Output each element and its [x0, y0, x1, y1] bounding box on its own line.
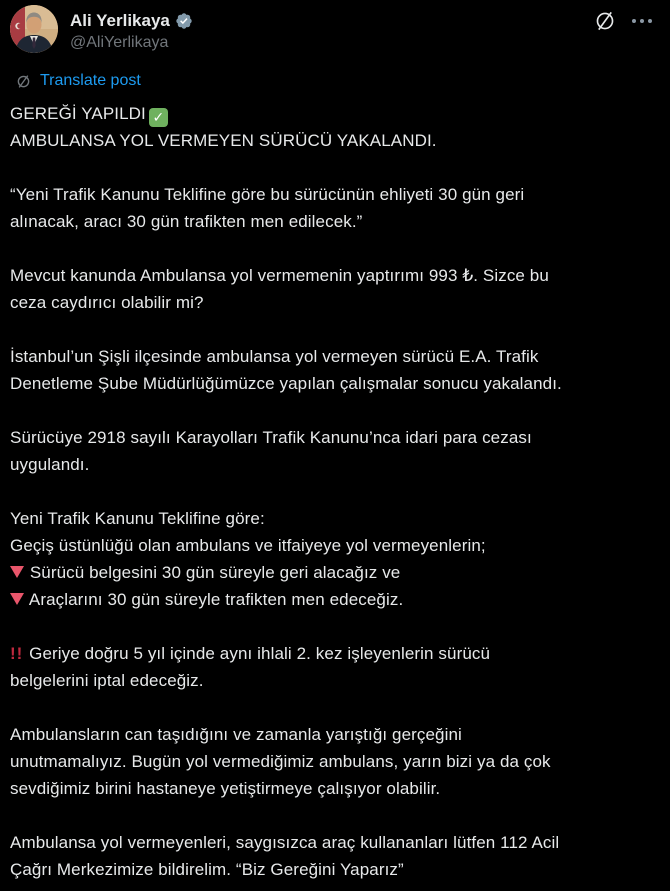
tweet-header	[0, 0, 670, 53]
check-mark-button-emoji: ✓	[149, 108, 168, 127]
user-handle: @AliYerlikaya	[70, 34, 169, 51]
avatar[interactable]	[10, 5, 58, 53]
red-triangle-down-emoji	[10, 566, 24, 578]
verified-badge-icon[interactable]	[175, 12, 193, 30]
translate-post-link[interactable]: Translate post	[40, 72, 141, 89]
post-paragraph: “Yeni Trafik Kanunu Teklifine göre bu sürücünün ehliyeti 30 gün geri alınacak, aracı 30 gün trafikten men edilecek.”	[10, 185, 525, 231]
post-paragraph: İstanbul’un Şişli ilçesinde ambulansa yol vermeyen sürücü E.A. Trafik Denetleme Şube Müdürlüğümüzce yapılan çalışmalar sonucu yakalandı.	[10, 347, 562, 393]
header-actions	[594, 10, 654, 32]
translate-row	[0, 71, 670, 91]
double-exclamation-emoji: !!	[10, 644, 24, 663]
display-name[interactable]: Ali Yerlikaya	[70, 11, 170, 30]
post-paragraph: Yeni Trafik Kanunu Teklifine göre: Geçiş üstünlüğü olan ambulans ve itfaiyeye yol vermeyenlerin; Sürücü belgesini 30 gün süreyle geri alacağız ve Araçlarını 30 gün süreyle trafikten men edeceğiz.	[10, 509, 486, 609]
post-paragraph: Ambulansların can taşıdığını ve zamanla yarıştığı gerçeğini unutmamalıyız. Bugün yol vermediğimiz ambulans, yarın bizi ya da çok sevdiğimiz birini hastaneye yetiştirmeye çalışıyor olabilir.	[10, 725, 551, 798]
red-triangle-down-emoji	[10, 593, 24, 605]
post-paragraph: Mevcut kanunda Ambulansa yol vermemenin yaptırımı 993 ₺. Sizce bu ceza caydırıcı olabilir mi?	[10, 266, 549, 312]
post-paragraph: GEREĞİ YAPILDI ✓ AMBULANSA YOL VERMEYEN SÜRÜCÜ YAKALANDI.	[10, 104, 437, 150]
avatar-image	[10, 5, 58, 53]
grok-icon[interactable]	[594, 10, 616, 32]
post-paragraph: !! Geriye doğru 5 yıl içinde aynı ihlali 2. kez işleyenlerin sürücü belgelerini iptal edeceğiz.	[10, 644, 491, 690]
post-text	[0, 100, 670, 883]
post-paragraph: Sürücüye 2918 sayılı Karayolları Trafik Kanunu’nca idari para cezası uygulandı.	[10, 428, 532, 474]
more-options-icon[interactable]	[630, 17, 654, 25]
name-row	[70, 11, 193, 31]
post-paragraph: Ambulansa yol vermeyenleri, saygısızca araç kullananları lütfen 112 Acil Çağrı Merkezimize bildirelim. “Biz Gereğini Yaparız”	[10, 833, 560, 879]
identity-block	[70, 5, 193, 53]
grok-translate-icon	[16, 74, 31, 89]
